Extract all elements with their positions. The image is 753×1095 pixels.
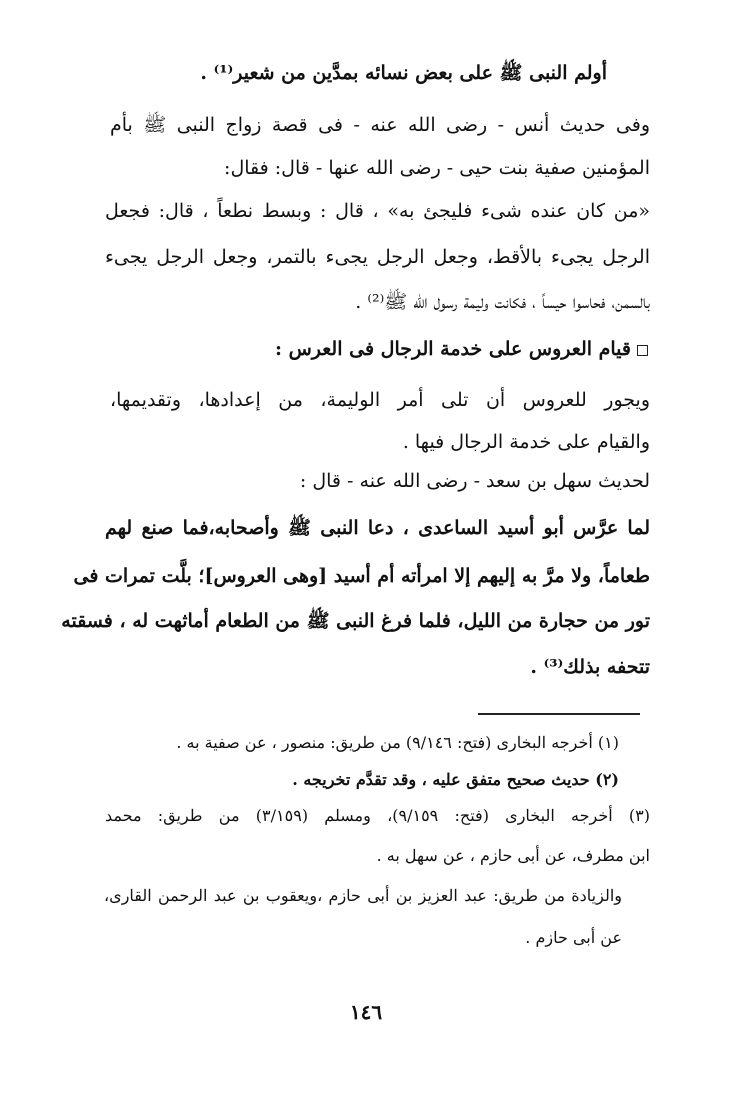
body-line: أولم النبى ﷺ على بعض نسائه بمدَّين من شعير⁽¹⁾ . — [200, 62, 607, 84]
section-heading — [275, 334, 648, 364]
footnote-separator — [478, 713, 640, 715]
section-heading-text: قيام العروس على خدمة الرجال فى العرس : — [274, 338, 631, 360]
body-line: ويجور للعروس أن تلى أمر الوليمة، من إعدادها، وتقديمها، — [110, 389, 650, 411]
footnote-3-cont: ابن مطرف، عن أبى حازم ، عن سهل به . — [376, 846, 650, 865]
body-line: بالسمن، فحاسوا حيساً ، فكانت وليمة رسول الله ﷺ⁽²⁾ . — [355, 291, 650, 313]
footnote-3: (٣) أخرجه البخارى (فتح: ٩/١٥٩)، ومسلم (٣/١٥٩) من طريق: محمد — [105, 806, 651, 825]
body-line: الرجل يجىء بالأقط، وجعل الرجل يجىء بالتمر، وجعل الرجل يجىء — [105, 246, 650, 268]
body-line: والقيام على خدمة الرجال فيها . — [402, 431, 650, 453]
square-bullet-icon — [637, 345, 648, 356]
body-line: «من كان عنده شىء فليجئ به» ، قال : وبسط نطعاً ، قال: فجعل — [105, 200, 650, 222]
hadith-line: تور من حجارة من الليل، فلما فرغ النبى ﷺ من الطعام أماثهت له ، فسقته — [61, 610, 650, 632]
hadith-line: طعاماً، ولا مرَّ به إليهم إلا امرأته أم أسيد [وهى العروس]؛ بلَّت تمرات فى — [73, 565, 650, 587]
hadith-line: لما عرَّس أبو أسيد الساعدى ، دعا النبى ﷺ وأصحابه،فما صنع لهم — [105, 517, 650, 539]
footnote-3-addition-cont: عن أبى حازم . — [525, 928, 622, 947]
footnote-1: (١) أخرجه البخارى (فتح: ٩/١٤٦) من طريق: منصور ، عن صفية به . — [176, 733, 619, 752]
page-number: ١٤٦ — [349, 1000, 383, 1024]
body-line: لحديث سهل بن سعد - رضى الله عنه - قال : — [299, 470, 650, 492]
footnote-2: (٢) حديث صحيح متفق عليه ، وقد تقدَّم تخريجه . — [292, 770, 619, 789]
body-line: المؤمنين صفية بنت حيى - رضى الله عنها - قال: فقال: — [224, 157, 650, 179]
hadith-line: تتحفه بذلك⁽³⁾ . — [530, 656, 650, 678]
footnote-3-addition: والزيادة من طريق: عبد العزيز بن أبى حازم ،ويعقوب بن عبد الرحمن القارى، — [104, 886, 622, 905]
body-line: وفى حديث أنس - رضى الله عنه - فى قصة زواج النبى ﷺ بأم — [110, 114, 650, 136]
